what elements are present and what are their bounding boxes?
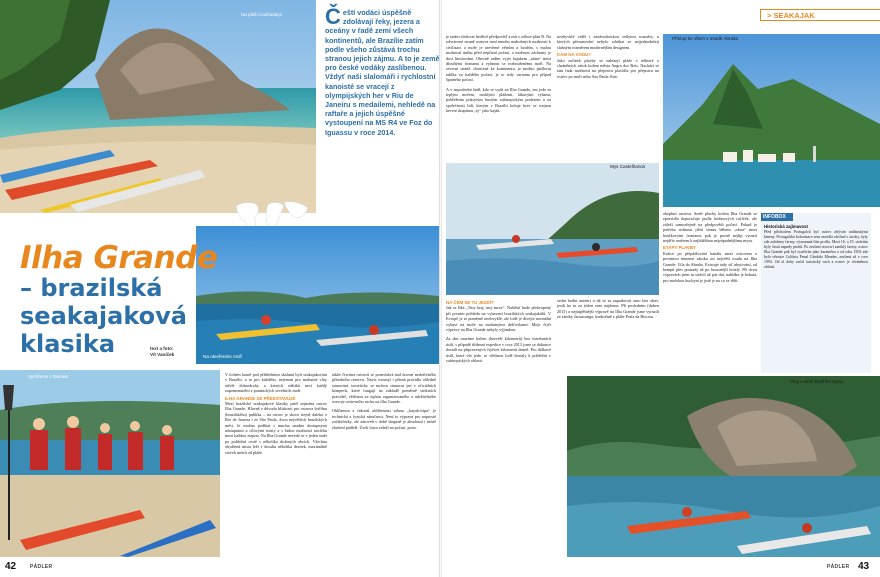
col4-body: neobyvklé vidět i nezávodnickou velkými rozměry, u kterých přesunování nebylo zdráhat se nejjednodušeji slušným rozměrem modernějším designem. [557, 34, 659, 50]
caption-rocks: Vlny v okolí Dražího mysu [790, 379, 844, 384]
photo-rocks [567, 376, 880, 557]
caption-open-sea: Na otevřeném moři [203, 354, 243, 359]
column-3b [446, 298, 551, 556]
infobox-title: Historická zajímavost [764, 224, 808, 229]
page-number-right: 43 [858, 561, 870, 572]
column-1 [225, 372, 327, 556]
photo-open-sea [196, 226, 439, 364]
column-3 [446, 34, 551, 160]
author-credit [150, 346, 174, 357]
article-title-main: Ilha Grande [20, 240, 218, 276]
intro-text: eští vodáci úspěšně zdolávají řeky, jezera a oceány v řadě zemí všech kontinentů, ale Brazílie zatím podle všeho zůstává trochu stranou jejich zájmu. A to je země pro české vodáky zaslíbenou. Vždyť naši slalomáři i rychlostní kanoisté se vracejí z olympijských her v Riu de Janeiru s medailemi, nehledě na raftaře a jejich úspěšné vystoupení na MS R4 ve Foz do Iguassu v roce 2014. [325, 8, 440, 137]
page-spine [439, 0, 442, 577]
intro-paragraph [325, 4, 440, 137]
magazine-name-left: PÁDLER [30, 564, 53, 570]
col3-body4: Za den urazíme kolem (bezvěší kilometrů) bez extrémních úsilí, s případě třídenní expedice v roce 2013 jsme se dokonce dostali na připravených čtyřicet kilometrů denně. Pro dálkové úsilí, které vše jede, se většinou lodě dostaly k pobřežní v subtropických oblasti. [446, 336, 551, 364]
col1-intro: V tichém koutě pod příbřežními skalami byli seakajakováni v Brazílii, a to pro každého, nejenom pro mohutné vlny otřelé dobrodruhy a kterých zážitků neví každý zapomenutelní z poutnických seveřních moří. [225, 372, 327, 394]
col4-body2: Jako začátek plavby se nabízejí pláže v některé z chráněných zátok kolem města Angra dos Reis. Nachází se tam řada možností na přepravu plavidla pro přepravu na ostrov po moři nebo Sao Paula člun. [557, 57, 659, 79]
col1-body: Mezi brazilské seakajakové klasiky patří zejména ostrov Ilha Grande. Hlavně z důvodu blízkosti pro ostrova šetřilnu (brazilského) publika – na ostrov je skoro stejně daleko z Rio de Janeira i ze São Paula, dvou největších brazilských měst. Je možno podlitat s mnoha snadno dostupnými nástupními a cílovými místy a s řadou možností noclehu mezi každou etapou. Na Ilha Grande nevede se v jeden směr po pobřežní cestě s několika drobných obcích. Všechna obydlená místa leží v dosahu několika desítek, maximálně stovek metrů od pláže. [225, 401, 327, 455]
column-2 [332, 372, 436, 556]
caption-beach-top: Na pláži Cachadaço [241, 12, 283, 17]
page-number-left: 42 [5, 561, 17, 572]
col3-body3: Jak se říká „Tmy kraj, tmy mrav“. Naštěstí bude překvapený při prvním pohledu na vybavení brazilských seakajakářů. V Evropě je to poměrně neobvyklé, ale lodě je dívejte normální vybaví na moře na mohutnými dešťovkami. Moje čtyři výpravy na Ilha Grande nebyly výjimkou. [446, 305, 551, 333]
photo-beach-group [0, 370, 220, 557]
column-5 [663, 211, 757, 371]
col3-body: je radno sledovat bedlivě předpověď a mít v záloze plán B. Na odvrácené straně ostrova není mnoho nadrobných možností k civilizaci a moře je otevřené větrům a bouřím, s malou možností úniku před nepřízní počasí, a možnost záchrany je dost limitována. Obecně radím vyjet kajakem „okna“ mezi dlouhými frontami a vyhnout se rozbouřenému moři. Na severní straně, obrácené ke kontinentu, je možno pádlovat takřka za každého počasí, je to tedy varianta pro případ špatného počasí. [446, 34, 551, 83]
photo-abraao [663, 34, 880, 207]
col5-body2: Krátce po přepádlování kanálu mezi ostrovem a pevninou mineme zátoku asi největší osadu na Ilha Grande: Vila do Abraão. Existuje tady síť ubytování, od kempů přes pousady až po luxusnější hotely. Při dvou výpravách jsem tu strávil už pár dní, nabídka je bohatá, pro mořskou kuchyni je jistě je na co se těšit. [663, 250, 757, 283]
article-title-sub: – brazilská seakajaková klasika [20, 274, 187, 358]
col1-heading: ILHA GRANDE SE PŘEDSTAVUJE [225, 395, 296, 401]
col2-body2: Oblíbenou a faktorů oblíbenosti tohoto „kayak-tripu“ je technická a fyzická náročnost. Není to výprava pro naprosté začátečníky, ale zároveň v době skupině je absolutní i méně zkušení pádleři. Úsek často záleží na počasí, proto [332, 408, 436, 430]
magazine-name-right: PÁDLER [827, 564, 850, 570]
col5-heading: ETAPY PLAVBY [663, 245, 696, 251]
intro-dropcap: Č [325, 4, 341, 29]
section-label: > SEAKAJAK [760, 9, 880, 21]
col5-body: obeplutí ostrova. Směr plavby kolem Ilha Grande se zpravidla doporučuje podle hodinových ručiček, ale záleží samozřejmě na předpovědi počasí. Pokud je potřeba stihnout jižní stranu během „okna“ mezi bouřkovými frontami, pak je prostě nejlíp vyrazit nejdřív směrem k nejbližšímu nejzápadnějšímu mysu. [663, 211, 757, 244]
credit-label: text a foto: [150, 346, 174, 351]
photo-castelhanos [446, 163, 659, 295]
photo-beach-rocks [0, 0, 316, 213]
infobox-tag: INFOBOX [761, 213, 793, 221]
credit-author: Vít Vaníček [150, 351, 175, 357]
col4-heading: KAM NA VODU? [557, 52, 591, 58]
caption-abraao: Přístup ke všem v osadě Abraão [672, 36, 739, 41]
caption-castelhanos: Mys Castelhanos [610, 164, 646, 169]
caption-beach-group: Vyráženie z Biscaia [28, 374, 68, 379]
infobox-body [764, 224, 868, 270]
col2-body: takže čtvrtina ostrovů se ponechává nad úrovní nedotčeného přírodního rezervu. Navíc existují i přísná pravidla ohledně stanování, teoreticky se mohou stanovat jen v oficiálních kempech, které fungují na základě poměrně striktních pravidel, většinou za úplatu organizovaného a udržitelného rozvoje cestovního ruchu na ilha Grande. [332, 372, 436, 405]
col3-body2: A v neposlední řadě, kdo se vydá na Ilha Grande, ten jede za teplým mořem, mohlými plážemi, lákavými rybami, pobřežním pokrytým hustým subtropickým pralesem a za společnosti lidí, kterým v Brazílii koluje krev se stejnou krevní skupinou „ty“ jako kajak. [446, 86, 551, 114]
col3-heading: NA ČEM SE TU JEZDÍ? [446, 300, 494, 305]
infobox-text: Před příchodem Portugalců byl ostrov obýván indiánskými kmeny. Portugalská kolonizace sem zavedla obchod s otroky, byly zde založeny farmy, významná část prošla. Mezi 16. a 19. stoletím byly častá napady pirátů. Po zrušení otroctví zaniklý farmy, ostrov Ilha Grande pak byl využíván jako karanténa a od roku 1903 zde byla věznice Colônia Penal Cândido Mendes, zrušená až v roce 1994. Od té doby začal turistický ruch a ostrov je chráněnou oblastí. [764, 230, 868, 269]
col4-body3: sedm hodin autem) a dá se tu zaparkovat auto bez obav, jestli ho tu za týden zase najdeme. Při posledním (duben 2015) a nejúspěšnější výpravě na Ilha Grande jsme vyrazili ze zátoky Jacuacanga, konkrétně z pláže Praia da Biscaia. [557, 298, 659, 320]
column-4b [557, 298, 659, 378]
column-4 [557, 34, 659, 160]
